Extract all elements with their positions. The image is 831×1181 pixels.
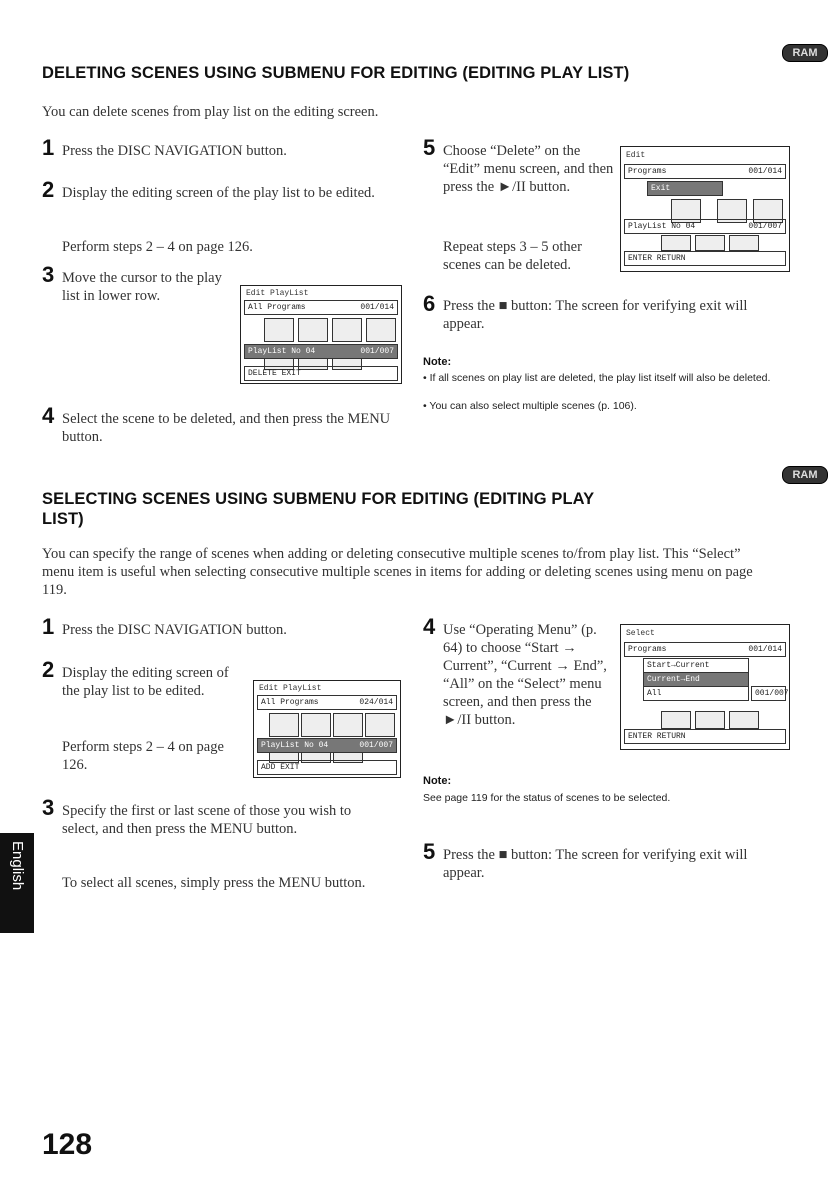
section1-title: DELETING SCENES USING SUBMENU FOR EDITING (EDITING PLAY LIST) (42, 64, 630, 82)
scene-thumbnail (332, 318, 362, 342)
screen-title: Select (626, 629, 655, 638)
s2-step4: Use “Operating Menu” (p. 64) to choose “Start → Current”, “Current → End”, “All” on the “Select” menu screen, and then press the ►/II button. (443, 622, 607, 728)
screen-row: 001/007 (751, 686, 786, 701)
screen-row: All Programs 024/014 (257, 695, 397, 710)
step-number: 5 (423, 135, 436, 160)
step-number: 4 (423, 614, 436, 639)
scene-thumbnail (661, 235, 691, 251)
menu-item: All (643, 686, 749, 701)
s1-step5: Choose “Delete” on the “Edit” menu screen, and then press the ►/II button. (443, 143, 614, 195)
menu-item-exit: Exit (647, 181, 723, 196)
s1-step2b: Perform steps 2 – 4 on page 126. (62, 239, 253, 255)
scene-thumbnail (729, 235, 759, 251)
step-number: 5 (423, 839, 436, 864)
scene-thumbnail (695, 235, 725, 251)
s2-step3: Specify the first or last scene of those you wish to select, and then press the MENU button. (62, 803, 352, 837)
note-item: • You can also select multiple scenes (p. 106). (423, 400, 637, 412)
s2-step3b: To select all scenes, simply press the MENU button. (62, 875, 366, 891)
section1-intro: You can delete scenes from play list on the editing screen. (42, 104, 379, 120)
scene-thumbnail (729, 711, 759, 729)
scene-thumbnail (695, 711, 725, 729)
step-number: 1 (42, 614, 55, 639)
language-tab: English (0, 833, 34, 933)
section2-title-line1: SELECTING SCENES USING SUBMENU FOR EDITING (EDITING PLAY (42, 490, 595, 508)
step-number: 3 (42, 795, 55, 820)
screen-title: Edit PlayList (259, 684, 322, 693)
s2-step5: Press the ■ button: The screen for verifying exit will appear. (443, 847, 748, 881)
section2-intro: You can specify the range of scenes when adding or deleting consecutive multiple scenes to/from play list. This “Select” menu item is useful when selecting consecutive multiple scenes in items for adding or deleting scenes using menu on page 119. (42, 546, 753, 598)
s1-step2: Display the editing screen of the play list to be edited. (62, 185, 375, 201)
screen-footer: ENTER RETURN (624, 251, 786, 266)
scene-thumbnail (333, 713, 363, 737)
note-item: See page 119 for the status of scenes to be selected. (423, 792, 671, 804)
scene-thumbnail (298, 318, 328, 342)
scene-thumbnail (365, 713, 395, 737)
note-item: • If all scenes on play list are deleted, the play list itself will also be deleted. (423, 372, 771, 384)
scene-thumbnail (366, 318, 396, 342)
scene-thumbnail (269, 713, 299, 737)
step-number: 2 (42, 657, 55, 682)
s1-step4: Select the scene to be deleted, and then press the MENU button. (62, 411, 391, 445)
scene-thumbnail (301, 713, 331, 737)
menu-item: Start→Current (643, 658, 749, 673)
step-number: 4 (42, 403, 55, 428)
step-number: 3 (42, 262, 55, 287)
screen-row: PlayList No 04 001/007 (624, 219, 786, 234)
screen-title: Edit (626, 151, 646, 160)
screen-footer: DELETE EXIT (244, 366, 398, 381)
screen-edit-playlist (253, 680, 401, 778)
screen-row: Programs 001/014 (624, 164, 786, 179)
page-number: 128 (42, 1128, 93, 1161)
s1-step3: Move the cursor to the play list in lower row. (62, 270, 222, 304)
step-number: 2 (42, 177, 55, 202)
s2-step2: Display the editing screen of the play list to be edited. (62, 665, 229, 699)
screen-select-menu (620, 624, 790, 750)
screen-row: Programs 001/014 (624, 642, 786, 657)
s2-step2b: Perform steps 2 – 4 on page 126. (62, 739, 224, 773)
s1-step5b: Repeat steps 3 – 5 other scenes can be deleted. (443, 239, 582, 273)
scene-thumbnail (661, 711, 691, 729)
s2-step1: Press the DISC NAVIGATION button. (62, 622, 287, 638)
menu-item: Current→End (643, 672, 749, 687)
s1-step6: Press the ■ button: The screen for verifying exit will appear. (443, 298, 748, 332)
ram-badge: RAM (782, 466, 828, 484)
scene-thumbnail (264, 318, 294, 342)
step-number: 6 (423, 291, 436, 316)
screen-edit-menu (620, 146, 790, 272)
screen-row: PlayList No 04 001/007 (244, 344, 398, 359)
note-heading: Note: (423, 356, 452, 368)
note-heading: Note: (423, 775, 452, 787)
screen-row: PlayList No 04 001/007 (257, 738, 397, 753)
screen-footer: ADD EXIT (257, 760, 397, 775)
screen-title: Edit PlayList (246, 289, 309, 298)
ram-badge: RAM (782, 44, 828, 62)
screen-footer: ENTER RETURN (624, 729, 786, 744)
section2-title-line2: LIST) (42, 510, 84, 528)
screen-edit-playlist (240, 285, 402, 384)
step-number: 1 (42, 135, 55, 160)
screen-row: All Programs 001/014 (244, 300, 398, 315)
s1-step1: Press the DISC NAVIGATION button. (62, 143, 287, 159)
